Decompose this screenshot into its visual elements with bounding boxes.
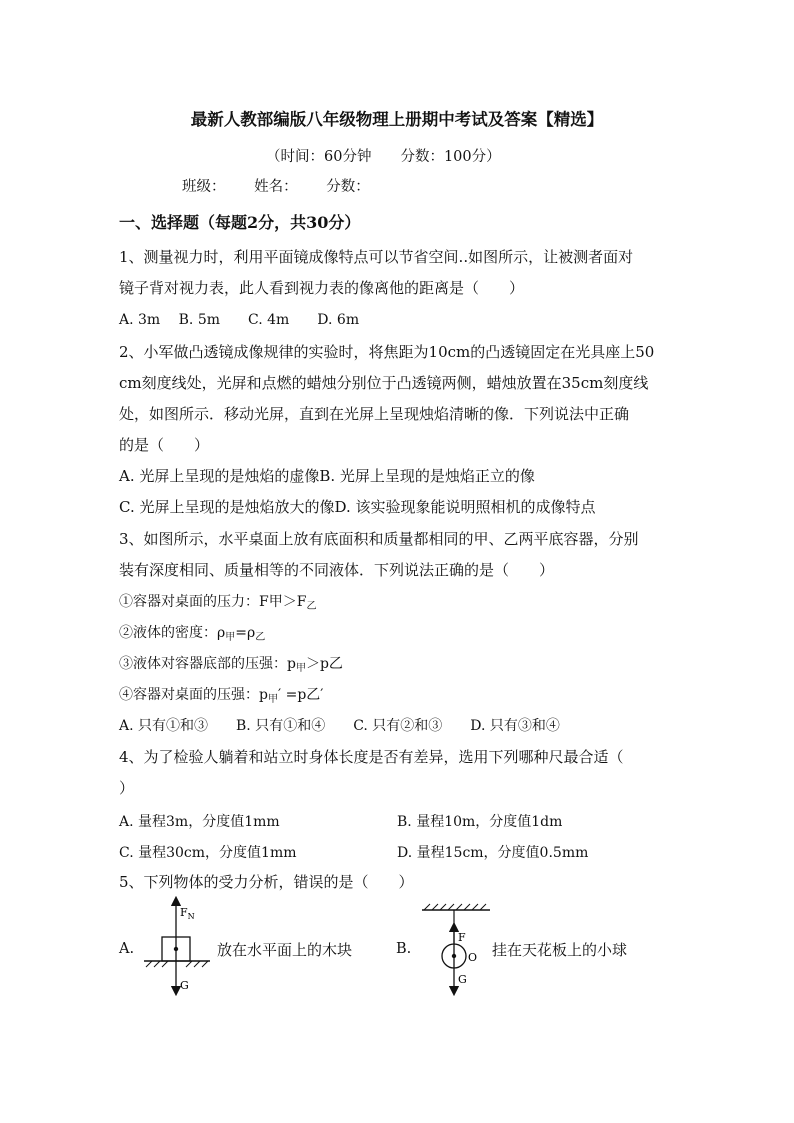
q1-line2: 镜子背对视力表，此人看到视力表的像离他的距离是（ ） xyxy=(119,279,525,297)
q4-line1: 4、为了检验人躺着和站立时身体长度是否有差异，选用下列哪种尺最合适（ xyxy=(119,748,624,766)
ceiling-hatch xyxy=(424,904,486,910)
g-label-a: G xyxy=(180,979,189,992)
page-title: 最新人教部编版八年级物理上册期中考试及答案【精选】 xyxy=(190,110,604,129)
student-info-row xyxy=(182,175,394,196)
q2-line3: 处，如图所示．移动光屏，直到在光屏上呈现烛焰清晰的像．下列说法中正确 xyxy=(119,405,630,423)
q5-option-b-caption: 挂在天花板上的小球 xyxy=(492,941,628,959)
q3-options: A. 只有①和③ B. 只有①和④ C. 只有②和③ D. 只有③和④ xyxy=(119,718,560,734)
q5-option-b-label: B. xyxy=(396,941,412,957)
q5-option-a-label: A. xyxy=(119,941,135,957)
q1-line1: 1、测量视力时，利用平面镜成像特点可以节省空间..如图所示，让被测者面对 xyxy=(119,248,634,266)
f-label: F xyxy=(458,931,466,944)
center-point xyxy=(174,947,178,951)
q3-statement-3: ③液体对容器底部的压强：$p_甲>p$乙 xyxy=(119,656,343,674)
q2-options-cd: C. 光屏上呈现的是烛焰放大的像D. 该实验现象能说明照相机的成像特点 xyxy=(119,498,596,516)
q5-option-a-caption: 放在水平面上的木块 xyxy=(217,941,353,959)
class-label: 班级： xyxy=(182,179,226,195)
diagram-block-on-floor xyxy=(140,895,220,1000)
q3-line2: 装有深度相同、质量相等的不同液体．下列说法正确的是（ ） xyxy=(119,561,555,579)
section-heading: 一、选择题（每题2分，共30分） xyxy=(119,213,361,232)
q2-options-ab: A. 光屏上呈现的是烛焰的虚像B. 光屏上呈现的是烛焰正立的像 xyxy=(119,467,535,485)
q3-statement-1: ①容器对桌面的压力：F甲$>F_乙$ xyxy=(119,594,317,612)
q3-line1: 3、如图所示，水平桌面上放有底面积和质量都相同的甲、乙两平底容器，分别 xyxy=(119,530,639,548)
name-label: 姓名： xyxy=(254,179,298,195)
fn-label: $F_N$ xyxy=(180,906,195,921)
exam-info: （时间：60分钟 分数：100分） xyxy=(266,149,501,165)
q2-line2: cm刻度线处，光屏和点燃的蜡烛分别位于凸透镜两侧，蜡烛放置在35cm刻度线 xyxy=(119,374,649,392)
score-label: 分数： xyxy=(326,179,370,195)
q1-options: A. 3m B. 5m C. 4m D. 6m xyxy=(119,312,360,328)
o-label: O xyxy=(468,951,478,964)
diagram-ball-on-ceiling xyxy=(418,903,498,998)
floor-hatch xyxy=(146,961,208,967)
q4-option-b: B. 量程10m，分度值1dm xyxy=(397,814,563,830)
q4-line2: ） xyxy=(119,779,135,797)
q4-option-c: C. 量程30cm，分度值1mm xyxy=(119,845,297,861)
q2-line1: 2、小军做凸透镜成像规律的实验时，将焦距为10cm的凸透镜固定在光具座上50 xyxy=(119,343,655,361)
q4-option-d: D. 量程15cm，分度值0.5mm xyxy=(397,845,589,861)
g-label-b: G xyxy=(458,973,467,986)
q5-line1: 5、下列物体的受力分析，错误的是（ ） xyxy=(119,873,414,891)
q2-line4: 的是（ ） xyxy=(119,436,210,454)
q3-statement-4: ④容器对桌面的压强：$p_甲' =p$乙′ xyxy=(119,687,324,705)
q4-option-a: A. 量程3m，分度值1mm xyxy=(119,814,280,830)
q3-statement-2: ②液体的密度：$\rho_甲=\rho_乙$ xyxy=(119,625,266,643)
